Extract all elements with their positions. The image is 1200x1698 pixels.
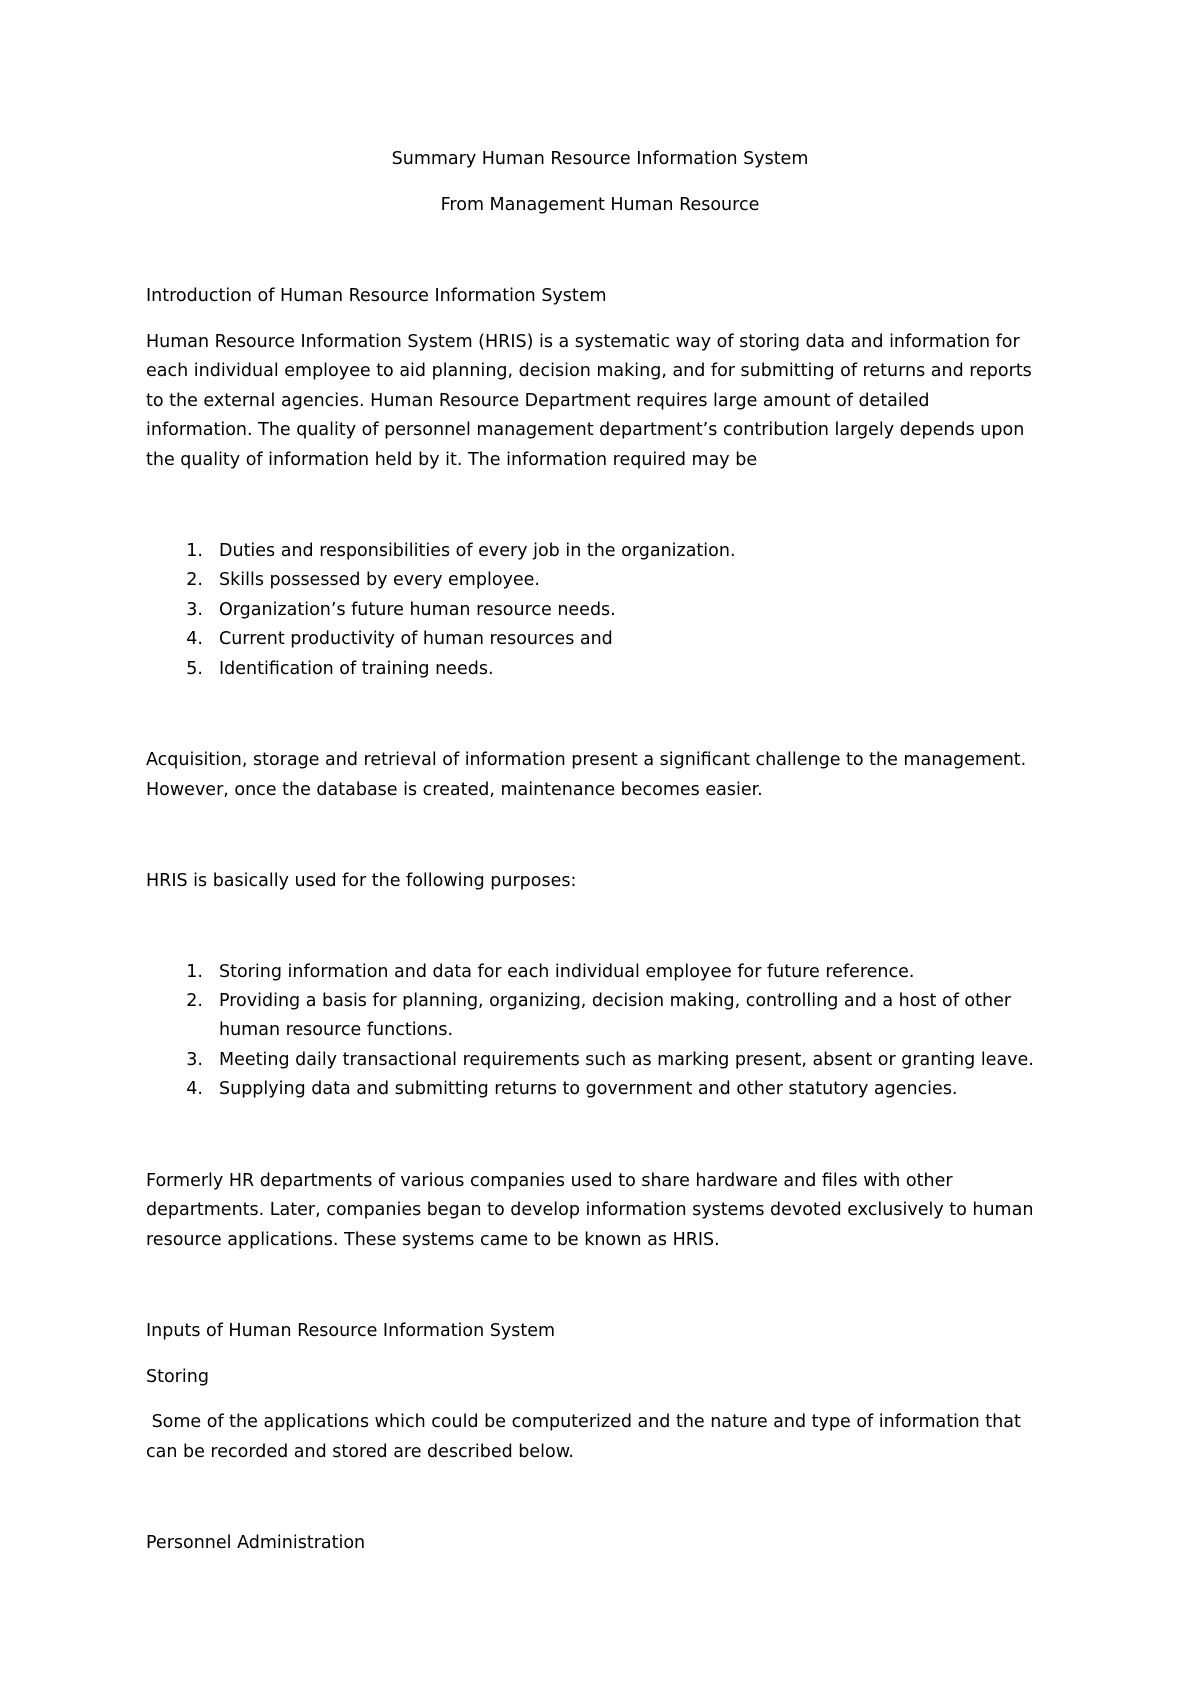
list-item-number: 5. <box>186 659 203 679</box>
formerly-line: Formerly HR departments of various companies used to share hardware and files with other <box>146 1171 953 1191</box>
list-item: Identification of training needs. <box>219 659 494 679</box>
list-item: Supplying data and submitting returns to government and other statutory agencies. <box>219 1079 958 1099</box>
list-item-number: 3. <box>186 600 203 620</box>
list-item: Duties and responsibilities of every job in the organization. <box>219 541 736 561</box>
formerly-line: resource applications. These systems came to be known as HRIS. <box>146 1230 720 1250</box>
list-item-number: 2. <box>186 570 203 590</box>
intro-line: Human Resource Information System (HRIS) is a systematic way of storing data and information for <box>146 332 1020 352</box>
list-item: Providing a basis for planning, organizing, decision making, controlling and a host of other <box>219 991 1012 1011</box>
inputs-heading: Inputs of Human Resource Information System <box>146 1321 556 1341</box>
list-item-number: 1. <box>186 962 203 982</box>
list-item-number: 2. <box>186 991 203 1011</box>
purposes-heading: HRIS is basically used for the following purposes: <box>146 871 577 891</box>
intro-line: each individual employee to aid planning, decision making, and for submitting of returns and reports <box>146 361 1032 381</box>
list-item-continuation: human resource functions. <box>219 1020 454 1040</box>
list-item: Skills possessed by every employee. <box>219 570 540 590</box>
storing-line: can be recorded and stored are described below. <box>146 1442 574 1462</box>
intro-line: information. The quality of personnel management department’s contribution largely depends upon <box>146 420 1025 440</box>
list-item-number: 1. <box>186 541 203 561</box>
storing-heading: Storing <box>146 1367 209 1387</box>
intro-line: the quality of information held by it. The information required may be <box>146 450 758 470</box>
list-item-number: 3. <box>186 1050 203 1070</box>
list-item: Organization’s future human resource needs. <box>219 600 616 620</box>
intro-heading: Introduction of Human Resource Information System <box>146 286 607 306</box>
document-subtitle: From Management Human Resource <box>440 195 760 215</box>
list-item-number: 4. <box>186 1079 203 1099</box>
list-item: Current productivity of human resources and <box>219 629 613 649</box>
personnel-heading: Personnel Administration <box>146 1533 366 1553</box>
list-item: Meeting daily transactional requirements such as marking present, absent or granting leave. <box>219 1050 1034 1070</box>
acquisition-line: Acquisition, storage and retrieval of information present a significant challenge to the management. <box>146 750 1027 770</box>
acquisition-line: However, once the database is created, maintenance becomes easier. <box>146 780 763 800</box>
list-item: Storing information and data for each individual employee for future reference. <box>219 962 915 982</box>
document-title: Summary Human Resource Information System <box>391 149 809 169</box>
list-item-number: 4. <box>186 629 203 649</box>
intro-line: to the external agencies. Human Resource Department requires large amount of detailed <box>146 391 930 411</box>
formerly-line: departments. Later, companies began to develop information systems devoted exclusively to human <box>146 1200 1034 1220</box>
storing-line: Some of the applications which could be computerized and the nature and type of information that <box>146 1412 1021 1432</box>
